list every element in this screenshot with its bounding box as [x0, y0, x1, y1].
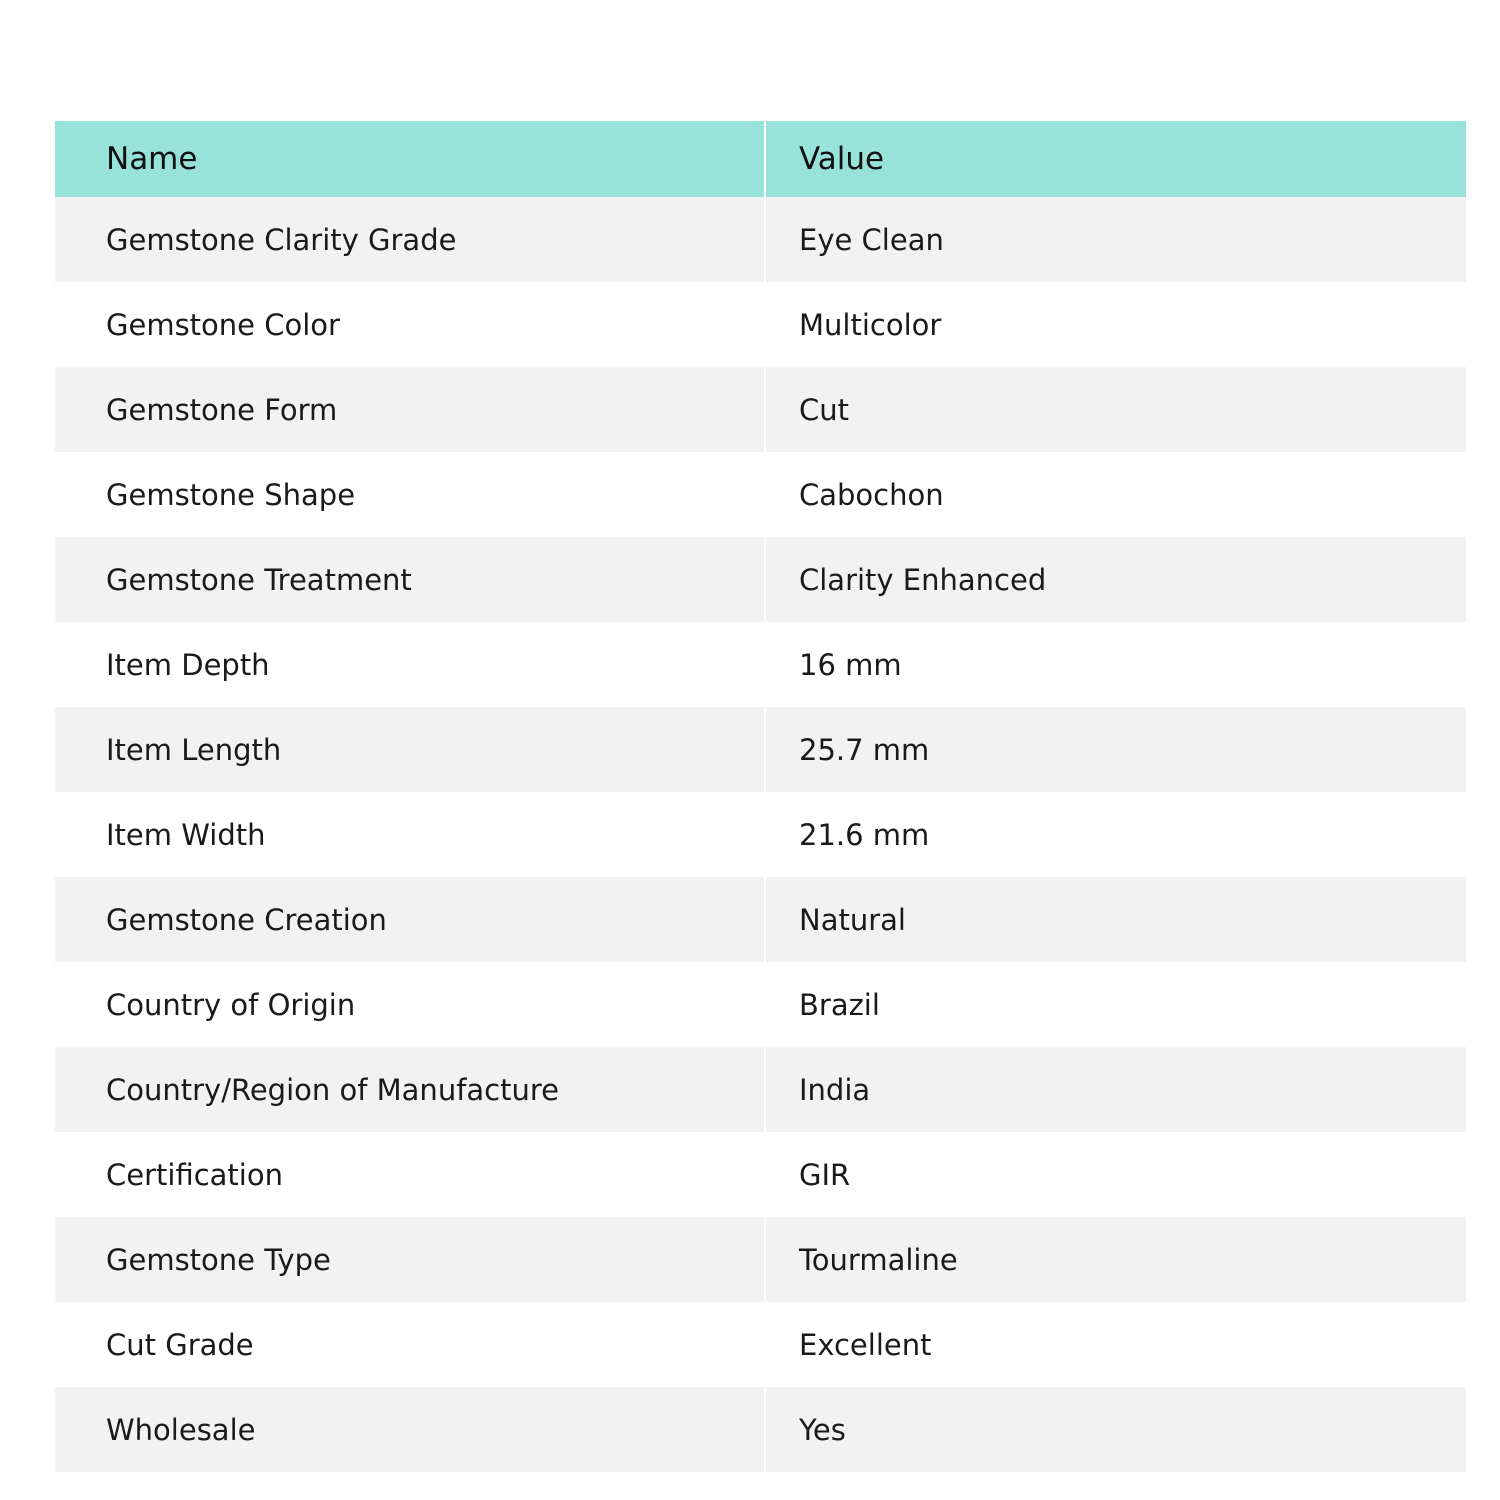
table-row — [55, 962, 1466, 1047]
row-name-cell: Item Length — [55, 707, 766, 792]
table-row — [55, 1132, 1466, 1217]
row-name-cell: Gemstone Creation — [55, 877, 766, 962]
table-row — [55, 877, 1466, 962]
row-value-cell: Clarity Enhanced — [799, 562, 1047, 597]
row-value-cell: Cabochon — [799, 477, 944, 512]
row-name-cell: Wholesale — [55, 1387, 766, 1472]
table-row — [55, 622, 1466, 707]
row-value-cell: 16 mm — [799, 647, 902, 682]
table-row — [55, 1387, 1466, 1472]
row-name-cell: Gemstone Form — [55, 367, 766, 452]
table-row — [55, 1047, 1466, 1132]
row-value-cell: 25.7 mm — [799, 732, 930, 767]
row-value-cell: India — [799, 1072, 871, 1107]
row-name-cell: Gemstone Type — [55, 1217, 766, 1302]
row-name-cell: Country/Region of Manufacture — [55, 1047, 766, 1132]
row-name-cell: Country of Origin — [55, 962, 766, 1047]
column-header-value: Value — [799, 141, 885, 177]
row-value-cell: GIR — [799, 1157, 851, 1192]
row-value-cell: Eye Clean — [799, 222, 944, 257]
row-value-cell: Brazil — [799, 987, 880, 1022]
row-name-cell: Cut Grade — [55, 1302, 766, 1387]
table-row — [55, 1217, 1466, 1302]
table-row — [55, 537, 1466, 622]
row-value-cell: Cut — [799, 392, 849, 427]
table-row — [55, 197, 1466, 282]
row-value-cell: 21.6 mm — [799, 817, 930, 852]
table-row — [55, 1302, 1466, 1387]
table-row — [55, 707, 1466, 792]
table-row — [55, 792, 1466, 877]
table-header-row — [55, 121, 1466, 197]
row-name-cell: Certification — [55, 1132, 766, 1217]
item-specifics-table — [55, 121, 1466, 1472]
table-row — [55, 282, 1466, 367]
row-value-cell: Tourmaline — [799, 1242, 958, 1277]
table-body — [55, 197, 1466, 1472]
row-name-cell: Gemstone Color — [55, 282, 766, 367]
table-row — [55, 452, 1466, 537]
row-value-cell: Natural — [799, 902, 906, 937]
row-value-cell: Yes — [799, 1412, 846, 1447]
row-name-cell: Gemstone Shape — [55, 452, 766, 537]
row-name-cell: Item Width — [55, 792, 766, 877]
row-name-cell: Gemstone Clarity Grade — [55, 197, 766, 282]
row-name-cell: Item Depth — [55, 622, 766, 707]
table-row — [55, 367, 1466, 452]
row-name-cell: Gemstone Treatment — [55, 537, 766, 622]
column-header-name: Name — [55, 121, 766, 197]
row-value-cell: Multicolor — [799, 307, 942, 342]
row-value-cell: Excellent — [799, 1327, 932, 1362]
